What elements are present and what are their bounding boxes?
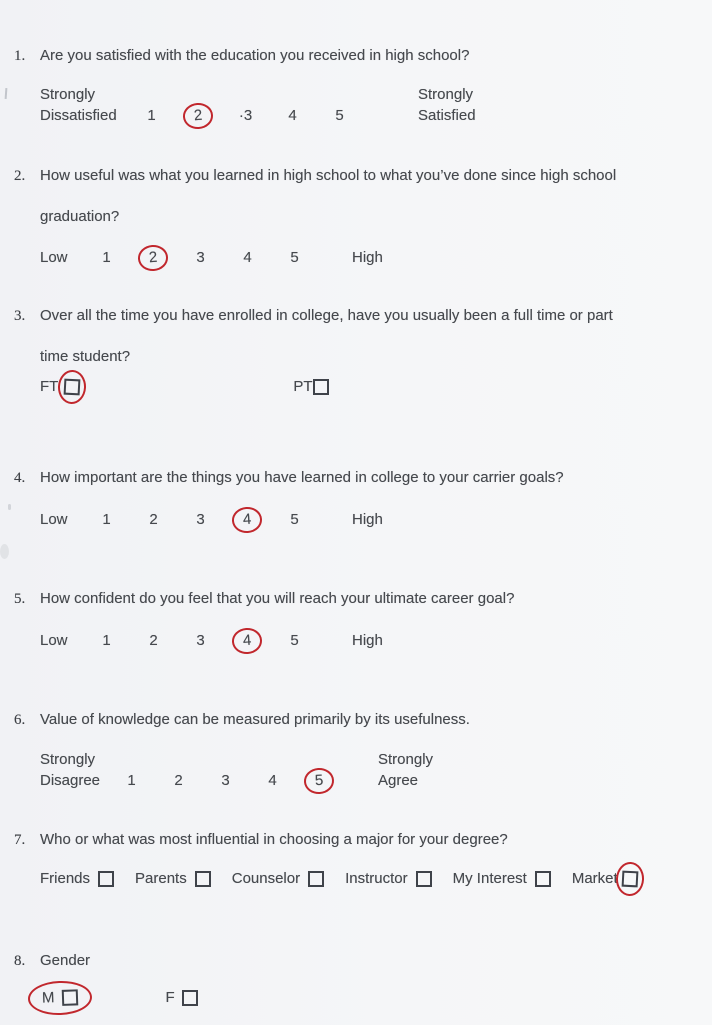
scale-left-label: Low [40, 632, 68, 649]
scale-option-3[interactable]: 3 [221, 772, 230, 789]
question-number: 2. [14, 168, 26, 184]
question-7-choices [40, 869, 638, 889]
scale-option-2[interactable]: 2 [149, 510, 158, 528]
question-6-scale [40, 749, 433, 791]
question-8-choices [40, 988, 200, 1008]
male-checkbox[interactable] [61, 989, 78, 1006]
choice-label: PT [293, 378, 313, 395]
scale-left-label: Low [40, 511, 68, 528]
choice-parents [135, 869, 211, 889]
scale-option-1[interactable]: 1 [127, 772, 136, 789]
question-7 [14, 830, 710, 850]
question-text: Who or what was most influential in choosing a major for your degree? [40, 831, 508, 848]
scale-right-label: High [352, 511, 383, 528]
question-number: 4. [14, 470, 26, 486]
choice-label: F [165, 989, 175, 1006]
question-5-scale [40, 630, 383, 651]
friends-checkbox[interactable] [98, 871, 114, 887]
question-4 [14, 468, 710, 488]
scale-option-1[interactable]: 1 [102, 510, 111, 528]
question-4-scale [40, 509, 383, 530]
question-number: 3. [14, 308, 26, 324]
question-text: Are you satisfied with the education you received in high school? [40, 47, 470, 64]
question-1-scale [40, 84, 476, 126]
choice-label: Parents [135, 870, 187, 887]
scale-option-5[interactable]: 5 [335, 107, 344, 124]
scale-option-5[interactable]: 5 [303, 767, 335, 795]
choice-market [572, 869, 638, 889]
scale-option-3[interactable]: 3 [196, 631, 205, 649]
question-2-scale [40, 247, 383, 268]
selection-circle [152, 981, 212, 1015]
my-interest-checkbox[interactable] [535, 871, 551, 887]
choice-ft [40, 377, 80, 397]
scale-left-label: Strongly Disagree [40, 751, 101, 789]
parents-checkbox[interactable] [195, 871, 211, 887]
scale-right-label: Strongly Satisfied [418, 86, 476, 124]
scale-left-label: Strongly Dissatisfied [40, 86, 117, 124]
question-text: Gender [40, 952, 91, 969]
scale-option-2[interactable]: 2 [182, 102, 214, 130]
choice-label: My Interest [452, 870, 527, 887]
question-text-line2: time student? [40, 348, 131, 365]
selection-circle [615, 861, 645, 896]
market-checkbox[interactable] [621, 871, 638, 888]
selection-circle [529, 862, 557, 896]
question-text: Over all the time you have enrolled in college, have you usually been a full time or part [40, 307, 613, 324]
scale-option-1[interactable]: 1 [102, 248, 111, 266]
scale-option-4[interactable]: 4 [288, 107, 297, 124]
scale-right-label: High [352, 249, 383, 266]
scale-option-1[interactable]: 1 [102, 631, 111, 649]
scale-option-4[interactable]: 4 [268, 772, 277, 789]
choice-friends [40, 869, 114, 889]
scan-artifact [0, 544, 9, 559]
question-text: How important are the things you have learned in college to your carrier goals? [40, 469, 564, 486]
choice-label: Friends [40, 870, 91, 887]
choice-label: Market [571, 870, 618, 887]
ft-checkbox[interactable] [64, 379, 81, 396]
scale-option-4[interactable]: 4 [243, 248, 252, 266]
scale-option-3[interactable]: ·3 [238, 107, 253, 124]
selection-circle [302, 862, 330, 896]
question-8 [14, 951, 710, 971]
choice-instructor [345, 869, 432, 889]
question-2 [14, 166, 710, 186]
question-text: How useful was what you learned in high school to what you’ve done since high school [40, 167, 617, 184]
choice-counselor [232, 869, 324, 889]
selection-circle [189, 862, 217, 896]
scale-left-label: Low [40, 249, 68, 266]
scan-artifact [8, 504, 11, 510]
instructor-checkbox[interactable] [416, 871, 432, 887]
scan-artifact [5, 88, 8, 99]
scale-option-3[interactable]: 3 [196, 510, 205, 528]
question-6 [14, 710, 710, 730]
female-checkbox[interactable] [182, 990, 198, 1006]
question-text: How confident do you feel that you will reach your ultimate career goal? [40, 590, 515, 607]
scale-option-2[interactable]: 2 [149, 631, 158, 649]
choice-pt [293, 377, 328, 397]
selection-circle [92, 862, 120, 896]
scale-option-1[interactable]: 1 [147, 107, 156, 124]
choice-label: M [41, 989, 55, 1007]
selection-circle [410, 862, 438, 896]
question-text-line2: graduation? [40, 208, 120, 225]
question-3 [14, 306, 710, 326]
choice-label: Instructor [345, 870, 408, 887]
question-number: 6. [14, 712, 26, 728]
question-number: 5. [14, 591, 26, 607]
scale-option-2[interactable]: 2 [174, 772, 183, 789]
question-text: Value of knowledge can be measured primarily by its usefulness. [40, 711, 470, 728]
question-3-choices [40, 377, 329, 397]
counselor-checkbox[interactable] [308, 871, 324, 887]
scale-option-4[interactable]: 4 [231, 626, 263, 654]
question-number: 7. [14, 832, 26, 848]
scale-option-2[interactable]: 2 [137, 243, 169, 271]
pt-checkbox[interactable] [313, 379, 329, 395]
selection-circle [307, 370, 335, 404]
scale-option-5[interactable]: 5 [290, 510, 299, 528]
scale-right-label: Strongly Agree [378, 751, 434, 789]
choice-my-interest [453, 869, 551, 889]
question-1 [14, 46, 710, 66]
scale-option-5[interactable]: 5 [290, 631, 299, 649]
scale-option-5[interactable]: 5 [290, 248, 299, 266]
selection-circle [57, 369, 87, 404]
selection-circle [27, 980, 92, 1016]
question-5 [14, 589, 710, 609]
question-number: 8. [14, 953, 26, 969]
choice-label: Counselor [231, 870, 301, 887]
scale-option-3[interactable]: 3 [196, 248, 205, 266]
question-number: 1. [14, 48, 26, 64]
choice-label: FT [40, 378, 59, 395]
scale-right-label: High [352, 632, 383, 649]
scale-option-4[interactable]: 4 [231, 505, 263, 533]
